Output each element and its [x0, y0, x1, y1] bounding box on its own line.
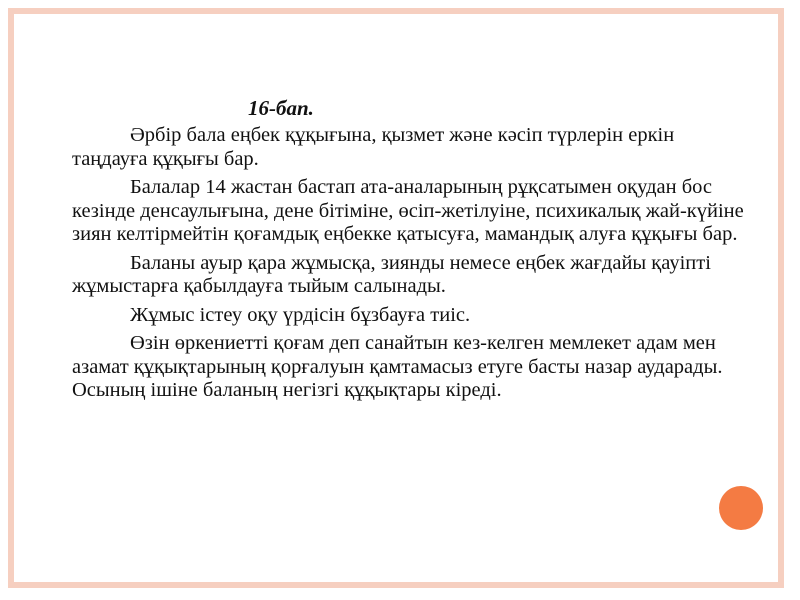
paragraph-4: Жұмыс істеу оқу үрдісін бұзбауға тиіс.	[130, 303, 471, 326]
paragraph-1: Әрбір бала еңбек құқығына, қызмет және кәсіп түрлерін еркін таңдауға құқығы бар.	[72, 124, 675, 170]
paragraph-3: Баланы ауыр қара жұмысқа, зиянды немесе еңбек жағдайы қауіпті жұмыстарға қабылдауға тыйым салынады.	[72, 251, 711, 297]
article-heading: 16-бап.	[248, 96, 314, 120]
slide-content	[72, 96, 744, 408]
decorative-circle	[719, 486, 763, 530]
paragraph-2: Балалар 14 жастан бастап ата-аналарының рұқсатымен оқудан бос кезінде денсаулығына, дене бітіміне, өсіп-жетілуіне, психикалық жай-күйіне зиян келтірмейтін қоғамдық еңбекке қатысуға, мамандық алуға құқығы бар.	[72, 176, 744, 245]
paragraph-5: Өзін өркениетті қоғам деп санайтын кез-келген мемлекет адам мен азамат құқықтарының қорғалуын қамтамасыз етуге басты назар аударады. Осының ішіне баланың негізгі құқықтары кіреді.	[72, 332, 723, 401]
